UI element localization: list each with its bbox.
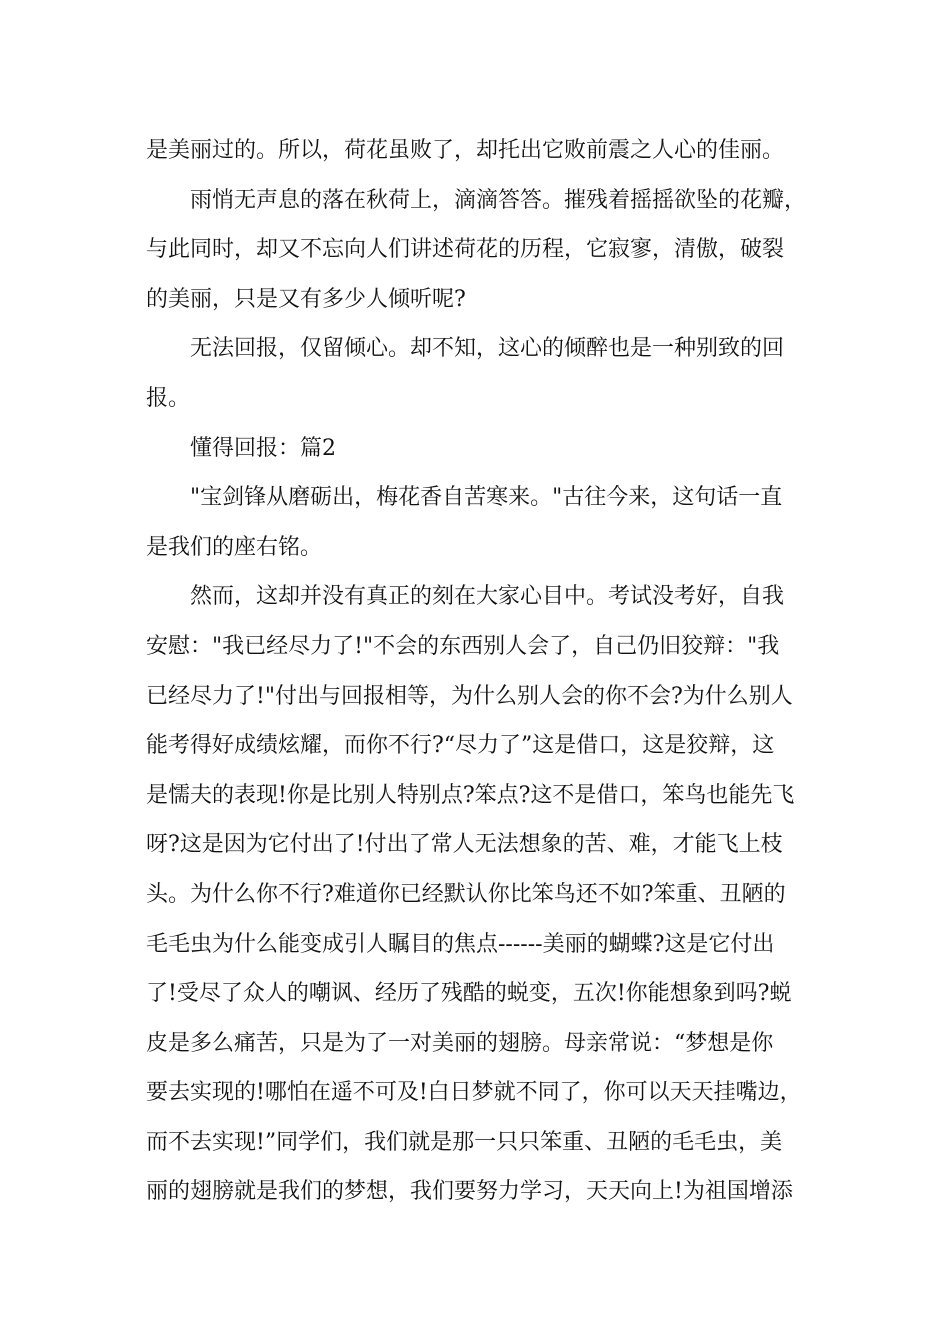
text-line: 能考得好成绩炫耀，而你不行?“尽力了”这是借口，这是狡辩，这 (146, 733, 775, 759)
body-text (146, 126, 826, 1217)
text-line: 而不去实现!”同学们，我们就是那一只只笨重、丑陋的毛毛虫，美 (146, 1129, 783, 1155)
text-line: 报。 (146, 385, 191, 411)
section-heading: 懂得回报：篇2 (190, 435, 336, 461)
text-line: 呀?这是因为它付出了!付出了常人无法想象的苦、难，才能飞上枝 (146, 832, 783, 858)
text-line: 丽的翅膀就是我们的梦想，我们要努力学习，天天向上!为祖国增添 (146, 1179, 793, 1205)
text-line: 雨悄无声息的落在秋荷上，滴滴答答。摧残着摇摇欲坠的花瓣， (190, 187, 807, 213)
text-line: 头。为什么你不行?难道你已经默认你比笨鸟还不如?笨重、丑陋的 (146, 881, 786, 907)
text-line: 与此同时，却又不忘向人们讲述荷花的历程，它寂寥，清傲，破裂 (146, 237, 785, 263)
text-line: 是美丽过的。所以，荷花虽败了，却托出它败前震之人心的佳丽。 (146, 138, 785, 163)
text-line: 已经尽力了!"付出与回报相等，为什么别人会的你不会?为什么别人 (146, 683, 793, 709)
text-line: "宝剑锋从磨砺出，梅花香自苦寒来。"古往今来，这句话一直 (190, 485, 783, 511)
text-line: 安慰："我已经尽力了!"不会的东西别人会了，自己仍旧狡辩："我 (146, 633, 780, 659)
text-line: 要去实现的!哪怕在遥不可及!白日梦就不同了，你可以天天挂嘴边， (146, 1080, 802, 1106)
text-line: 了!受尽了众人的嘲讽、经历了残酷的蜕变，五次!你能想象到吗?蜕 (146, 981, 792, 1007)
text-line: 的美丽，只是又有多少人倾听呢? (146, 286, 466, 312)
text-line: 无法回报，仅留倾心。却不知，这心的倾醉也是一种别致的回 (190, 336, 785, 362)
text-line: 毛毛虫为什么能变成引人瞩目的焦点------美丽的蝴蝶?这是它付出 (146, 931, 775, 957)
text-line: 皮是多么痛苦，只是为了一对美丽的翅膀。母亲常说：“梦想是你 (146, 1030, 774, 1056)
text-line: 然而，这却并没有真正的刻在大家心目中。考试没考好，自我 (190, 584, 785, 610)
text-line: 是我们的座右铭。 (146, 534, 323, 560)
text-line: 是懦夫的表现!你是比别人特别点?笨点?这不是借口，笨鸟也能先飞 (146, 782, 795, 808)
